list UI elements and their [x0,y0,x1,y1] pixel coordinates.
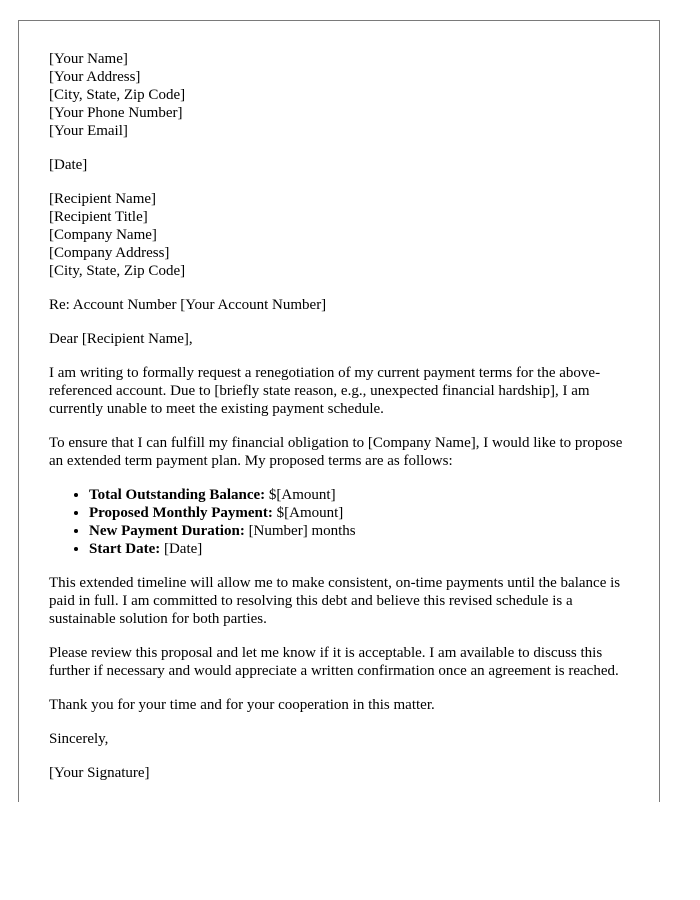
salutation: Dear [Recipient Name], [49,331,193,347]
signature: [Your Signature] [49,765,150,781]
sender-city-state-zip: [City, State, Zip Code] [49,87,186,103]
term-label: Total Outstanding Balance: [89,487,266,503]
recipient-name: [Recipient Name] [49,191,157,207]
recipient-block [49,190,629,280]
closing: Sincerely, [49,731,109,747]
body-paragraph-4: Please review this proposal and let me know if it is acceptable. I am available to discuss this further if necessary and would appreciate a written confirmation once an agreement is reached. [49,645,619,679]
term-label: Start Date: [89,541,161,557]
term-value: $[Amount] [272,505,344,521]
term-value: [Date] [160,541,203,557]
body-paragraph-3: This extended timeline will allow me to make consistent, on-time payments until the balance is paid in full. I am committed to resolving this debt and believe this revised schedule is a sustainable solution for both parties. [49,575,621,627]
list-item [89,522,629,540]
term-label: Proposed Monthly Payment: [89,505,273,521]
recipient-city-state-zip: [City, State, Zip Code] [49,263,186,279]
term-label: New Payment Duration: [89,523,245,539]
sender-name: [Your Name] [49,51,128,67]
body-paragraph-5: Thank you for your time and for your cooperation in this matter. [49,697,435,713]
proposed-terms-list [49,486,629,558]
letter-page [18,20,660,802]
list-item [89,504,629,522]
date-block [49,156,629,174]
subject-line: Re: Account Number [Your Account Number] [49,297,327,313]
sender-address: [Your Address] [49,69,141,85]
list-item [89,540,629,558]
recipient-title: [Recipient Title] [49,209,148,225]
term-value: [Number] months [244,523,356,539]
recipient-company-address: [Company Address] [49,245,170,261]
recipient-company: [Company Name] [49,227,157,243]
term-value: $[Amount] [265,487,336,503]
list-item [89,486,629,504]
body-paragraph-2: To ensure that I can fulfill my financial obligation to [Company Name], I would like to propose an extended term payment plan. My proposed terms are as follows: [49,435,623,469]
body-paragraph-1: I am writing to formally request a renegotiation of my current payment terms for the above-referenced account. Due to [briefly state reason, e.g., unexpected financial hardship], I am currently unable to meet the existing payment schedule. [49,365,601,417]
sender-block [49,50,629,140]
letter-date: [Date] [49,157,88,173]
sender-phone: [Your Phone Number] [49,105,183,121]
sender-email: [Your Email] [49,123,128,139]
